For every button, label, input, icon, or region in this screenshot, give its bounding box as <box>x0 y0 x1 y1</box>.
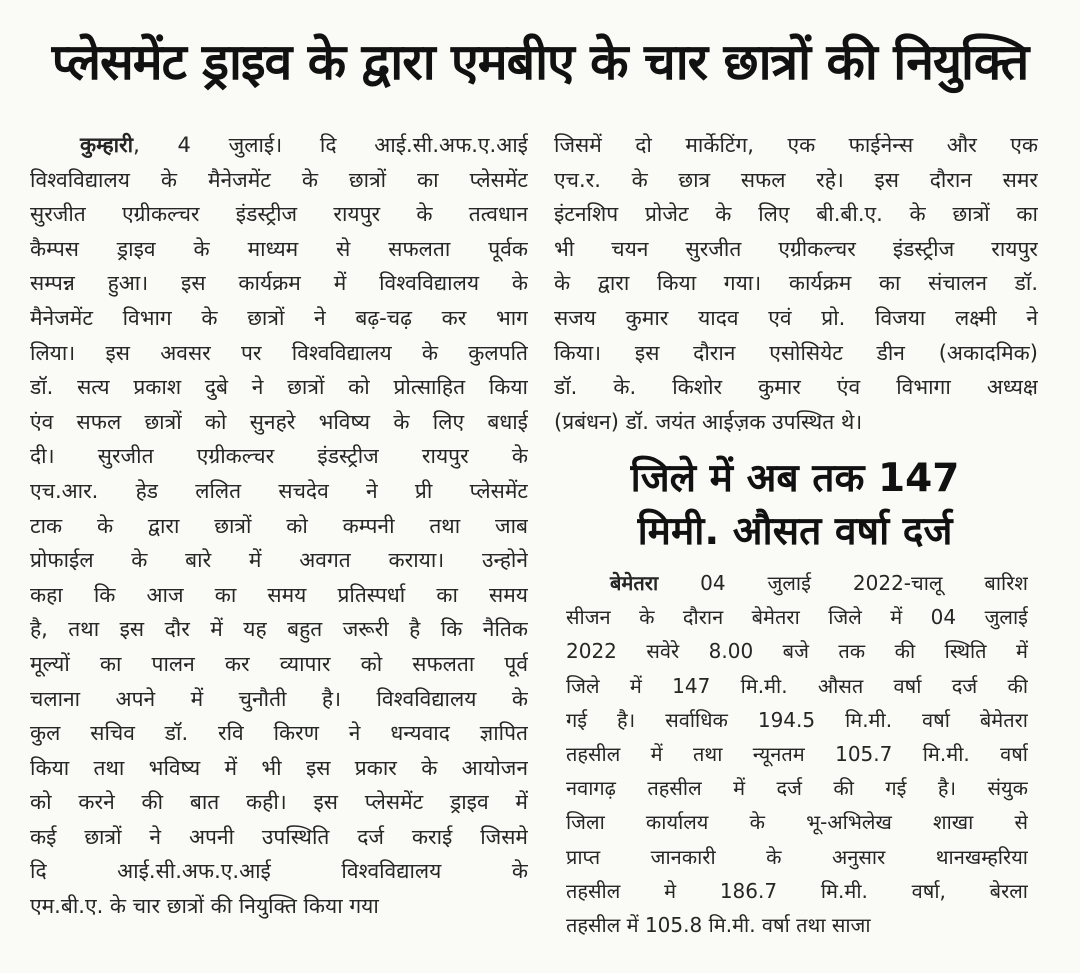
main-headline: प्लेसमेंट ड्राइव के द्वारा एमबीए के चार छात्रों की नियुक्ति <box>51 33 1029 91</box>
body-line: मैनेजमेंट विभाग के छात्रों ने बढ़-चढ़ कर भाग <box>30 305 528 330</box>
body-line: डॉ. के. किशोर कुमार एंव विभागा अध्यक्ष <box>554 375 1038 400</box>
body-line: तहसील में 105.8 मि.मी. वर्षा तथा साजा <box>566 912 871 937</box>
body-line: चलाना अपने में चुनौती है। विश्वविद्यालय के <box>30 686 528 711</box>
body-line: प्राप्त जानकारी के अनुसार थानखम्हरिया <box>566 844 1028 869</box>
body-line: एच.र. के छात्र सफल रहे। इस दौरान समर <box>554 167 1038 192</box>
body-line: सुरजीत एग्रीकल्चर इंडस्ट्रीज रायपुर के तत्वधान <box>30 202 528 227</box>
body-line: किया तथा भविष्य में भी इस प्रकार के आयोजन <box>30 755 528 780</box>
rain-dateline <box>566 566 1028 600</box>
body-line: डॉ. सत्य प्रकाश दुबे ने छात्रों को प्रोत्साहित किया <box>30 375 528 400</box>
body-line: एम.बी.ए. के चार छात्रों की नियुक्ति किया गया <box>30 894 379 919</box>
body-line: तहसील मे 186.7 मि.मी. वर्षा, बेरला <box>566 878 1028 903</box>
body-line: सजय कुमार यादव एवं प्रो. विजया लक्ष्मी ने <box>554 305 1038 330</box>
body-line: जिसमें दो मार्केटिंग, एक फाईनेन्स और एक <box>554 133 1038 157</box>
body-line: एंव सफल छात्रों को सुनहरे भविष्य के लिए बधाई <box>30 409 528 434</box>
body-line: एच.आर. हेड ललित सचदेव ने प्री प्लेसमेंट <box>30 478 528 503</box>
body-line: कहा कि आज का समय प्रतिस्पर्धा का समय <box>30 582 528 607</box>
body-line: मूल्यों का पालन कर व्यापार को सफलता पूर्व <box>30 651 528 676</box>
dateline <box>30 128 528 163</box>
body-line: 04 जुलाई 2022-चालू बारिश <box>658 571 1028 595</box>
body-line: 2022 सवेरे 8.00 बजे तक की स्थिति में <box>566 639 1028 664</box>
body-line: कुल सचिव डॉ. रवि किरण ने धन्यवाद ज्ञापित <box>30 721 528 746</box>
body-line: टाक के द्वारा छात्रों को कम्पनी तथा जाब <box>30 513 528 538</box>
body-line: प्रोफाईल के बारे में अवगत कराया। उन्होने <box>30 548 528 573</box>
body-line: जिले में 147 मि.मी. औसत वर्षा दर्ज की <box>566 673 1028 698</box>
body-line: गई है। सर्वाधिक 194.5 मि.मी. वर्षा बेमेतरा <box>566 707 1028 732</box>
main-story-right-column <box>554 128 1038 439</box>
body-line: जिला कार्यालय के भू-अभिलेख शाखा से <box>566 810 1028 835</box>
body-line: इंटनशिप प्रोजेट के लिए बी.बी.ए. के छात्रों का <box>554 202 1038 227</box>
body-line: सीजन के दौरान बेमेतरा जिले में 04 जुलाई <box>566 605 1028 630</box>
body-line: सम्पन्न हुआ। इस कार्यक्रम में विश्वविद्यालय के <box>30 271 528 296</box>
body-line: , 4 जुलाई। दि आई.सी.अफ.ए.आई <box>133 133 528 157</box>
body-line: तहसील में तथा न्यूनतम 105.7 मि.मी. वर्षा <box>566 741 1028 766</box>
body-line: दी। सुरजीत एग्रीकल्चर इंडस्ट्रीज रायपुर के <box>30 444 528 469</box>
body-line: किया। इस दौरान एसोसियेट डीन (अकादमिक) <box>554 340 1038 365</box>
rain-headline-line: जिले में अब तक 147 <box>630 456 960 501</box>
body-line: नवागढ़ तहसील में दर्ज की गई है। संयुक <box>566 776 1028 801</box>
body-line: दि आई.सी.अफ.ए.आई विश्वविद्यालय के <box>30 859 528 884</box>
body-line: है, तथा इस दौर में यह बहुत जरूरी है कि नैतिक <box>30 617 528 642</box>
body-line: को करने की बात कही। इस प्लेसमेंट ड्राइव में <box>30 790 528 815</box>
rain-dateline-place: बेमेतरा <box>610 571 659 595</box>
rain-headline-line: मिमी. औसत वर्षा दर्ज <box>637 509 953 554</box>
main-story-left-column <box>30 128 528 924</box>
body-line: के द्वारा किया गया। कार्यक्रम का संचालन डॉ. <box>554 271 1038 296</box>
body-line: (प्रबंधन) डॉ. जयंत आईज़क उपस्थित थे। <box>554 409 863 434</box>
rain-story-headline <box>560 452 1030 558</box>
body-line: विश्वविद्यालय के मैनेजमेंट के छात्रों का प्लेसमेंट <box>30 167 528 192</box>
body-line: कई छात्रों ने अपनी उपस्थिति दर्ज कराई जिसमे <box>30 824 528 849</box>
rain-story-body <box>566 566 1028 942</box>
body-line: कैम्पस ड्राइव के माध्यम से सफलता पूर्वक <box>30 236 528 261</box>
body-line: लिया। इस अवसर पर विश्वविद्यालय के कुलपति <box>30 340 528 365</box>
body-line: भी चयन सुरजीत एग्रीकल्चर इंडस्ट्रीज रायपुर <box>554 236 1038 261</box>
dateline-place: कुम्हारी <box>80 133 134 157</box>
